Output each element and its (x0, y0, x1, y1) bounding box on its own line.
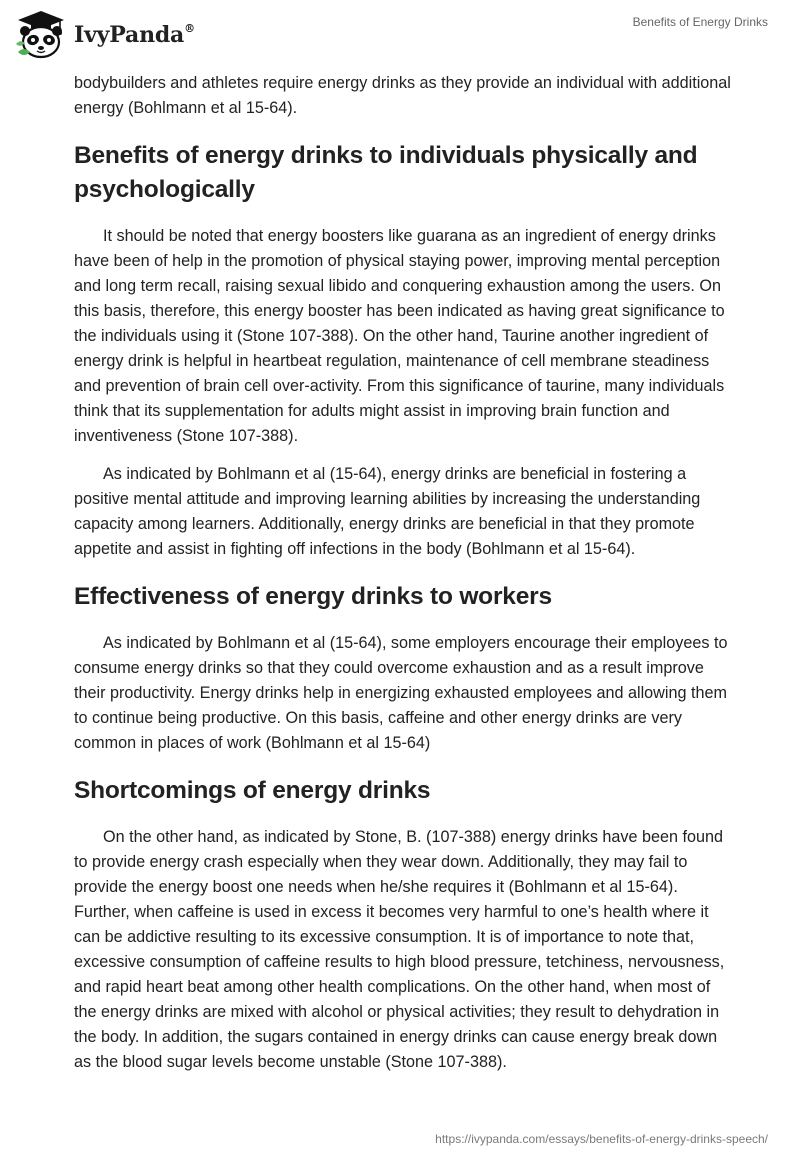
essay-content (74, 71, 734, 1088)
section-heading-benefits: Benefits of energy drinks to individuals physically and psychologically (74, 142, 698, 203)
registered-mark: ® (184, 21, 195, 35)
panda-logo-icon (14, 8, 68, 62)
paragraph-continued: bodybuilders and athletes require energy drinks as they provide an individual with additional energy (Bohlmann et al 15-64). (74, 74, 731, 117)
paragraph-workers: As indicated by Bohlmann et al (15-64), some employers encourage their employees to consume energy drinks so that they could overcome exhaustion and as a result improve their productivity. Energy drinks help in energizing exhausted employees and allowing them to continue being productive. On this basis, caffeine and other energy drinks are very common in places of work (Bohlmann et al 15-64) (74, 634, 728, 752)
brand-text: IvyPanda (74, 22, 185, 48)
brand-name (74, 22, 195, 48)
paragraph-shortcomings: On the other hand, as indicated by Stone, B. (107-388) energy drinks have been found to provide energy crash especially when they wear down. Additionally, they may fail to provide the energy boost one needs when he/she requires it (Bohlmann et al 15-64). Further, when caffeine is used in excess it becomes very harmful to one’s health where it can be addictive resulting to its excessive consumption. It is of importance to note that, excessive consumption of caffeine results to high blood pressure, tetchiness, nervousness, and rapid heart beat among other health complications. On the other hand, when most of the energy drinks are mixed with alcohol or physical activities; they result to dehydration in the body. In addition, the sugars contained in energy drinks can cause energy break down as the blood sugar levels become unstable (Stone 107-388). (74, 828, 725, 1071)
site-logo[interactable] (14, 8, 195, 62)
paragraph-mental-attitude: As indicated by Bohlmann et al (15-64), energy drinks are beneficial in fostering a positive mental attitude and improving learning abilities by increasing the understanding capacity among learners. Additionally, energy drinks are beneficial in that they promote appetite and assist in fighting off infections in the body (Bohlmann et al 15-64). (74, 465, 701, 558)
page-header (0, 0, 800, 70)
paragraph-guarana-taurine: It should be noted that energy boosters like guarana as an ingredient of energy drinks have been of help in the promotion of physical staying power, improving mental perception and long term recall, raising sexual libido and conquering exhaustion among the users. On this basis, therefore, this energy booster has been indicated as having great significance to the individuals using it (Stone 107-388). On the other hand, Taurine another ingredient of energy drink is helpful in heartbeat regulation, maintenance of cell membrane steadiness and prevention of brain cell over-activity. From this significance of taurine, many individuals think that its supplementation for adults might assist in improving brain function and inventiveness (Stone 107-388). (74, 227, 725, 445)
source-url[interactable]: https://ivypanda.com/essays/benefits-of-energy-drinks-speech/ (435, 1132, 768, 1146)
section-heading-shortcomings: Shortcomings of energy drinks (74, 777, 431, 804)
section-heading-workers: Effectiveness of energy drinks to workers (74, 583, 552, 610)
document-title: Benefits of Energy Drinks (632, 15, 768, 29)
